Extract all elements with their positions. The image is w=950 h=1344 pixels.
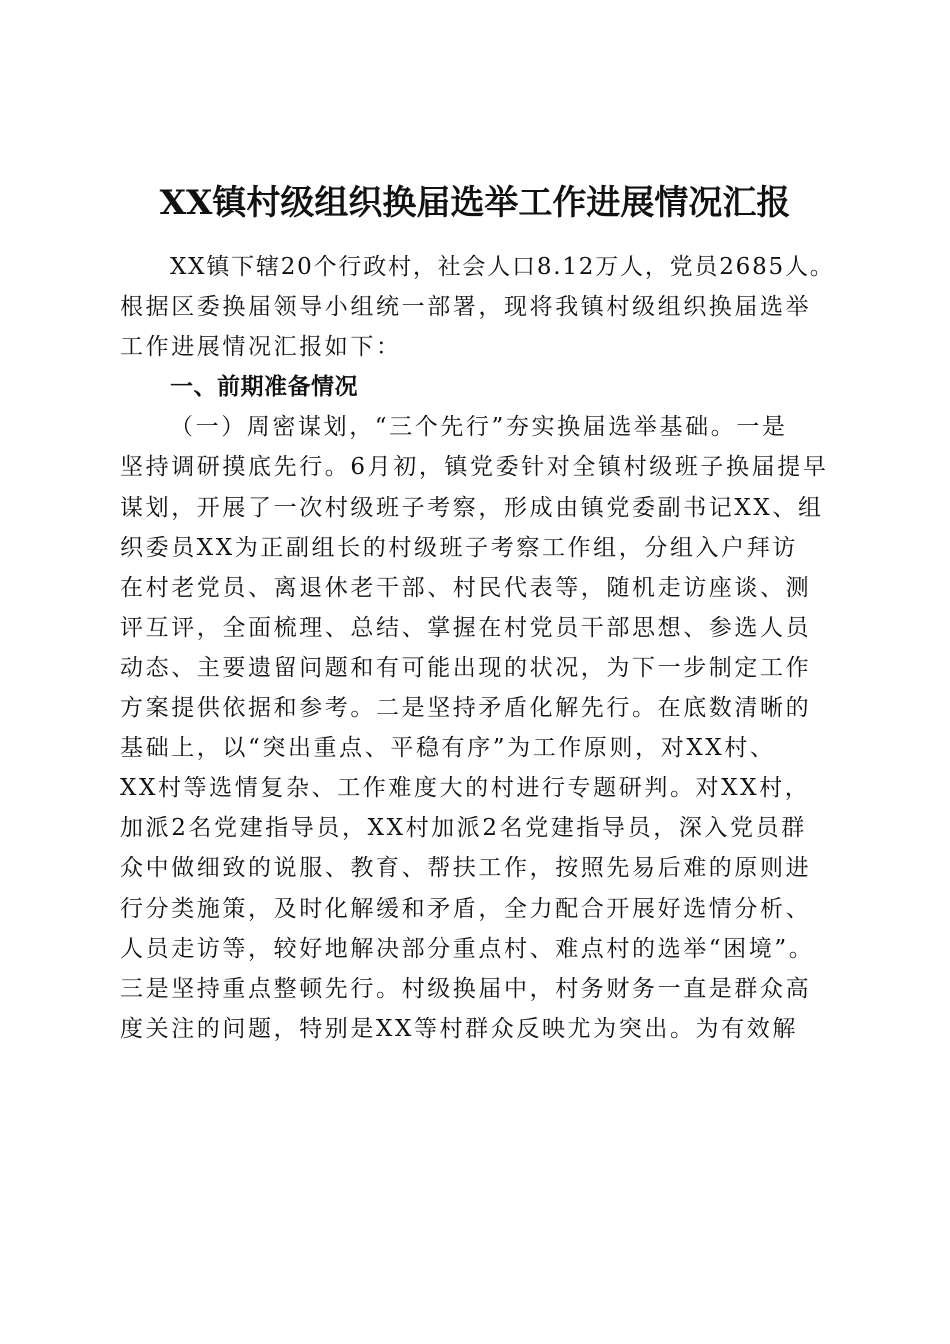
paragraph-line: 在村老党员、离退休老干部、村民代表等，随机走访座谈、测 <box>120 574 812 601</box>
paragraph-line: 工作进展情况汇报如下： <box>120 334 402 361</box>
paragraph-line: 织委员XX为正副组长的村级班子考察工作组，分组入户拜访 <box>120 534 798 561</box>
subsection-line: （一）周密谋划，“三个先行”夯实换届选举基础。一是 <box>170 414 788 441</box>
paragraph-line: 谋划，开展了一次村级班子考察，形成由镇党委副书记XX、组 <box>120 494 824 521</box>
paragraph-line: 三是坚持重点整顿先行。村级换届中，村务财务一直是群众高 <box>120 975 812 1002</box>
paragraph-line: 度关注的问题，特别是XX等村群众反映尤为突出。为有效解 <box>120 1015 798 1042</box>
section-heading: 一、前期准备情况 <box>170 373 358 401</box>
paragraph-line: XX村等选情复杂、工作难度大的村进行专题研判。对XX村， <box>120 775 811 802</box>
paragraph-line: 基础上，以“突出重点、平稳有序”为工作原则，对XX村、 <box>120 735 776 762</box>
paragraph-line: 人员走访等，较好地解决部分重点村、难点村的选举“困境”。 <box>120 935 815 962</box>
document-title: XX镇村级组织换届选举工作进展情况汇报 <box>159 183 791 223</box>
paragraph-line: 动态、主要遗留问题和有可能出现的状况，为下一步制定工作 <box>120 654 812 681</box>
document-body <box>120 247 840 1049</box>
paragraph-line: 方案提供依据和参考。二是坚持矛盾化解先行。在底数清晰的 <box>120 695 812 722</box>
paragraph-line: 评互评，全面梳理、总结、掌握在村党员干部思想、参选人员 <box>120 614 812 641</box>
paragraph-line: 行分类施策，及时化解缓和矛盾，全力配合开展好选情分析、 <box>120 895 812 922</box>
paragraph-line: 根据区委换届领导小组统一部署，现将我镇村级组织换届选举 <box>120 294 812 321</box>
paragraph-line: 众中做细致的说服、教育、帮扶工作，按照先易后难的原则进 <box>120 855 812 882</box>
paragraph-line: XX镇下辖20个行政村，社会人口8.12万人，党员2685人。 <box>170 254 835 280</box>
paragraph-line: 加派2名党建指导员，XX村加派2名党建指导员，深入党员群 <box>120 815 807 842</box>
paragraph-line: 坚持调研摸底先行。6月初，镇党委针对全镇村级班子换届提早 <box>120 454 829 481</box>
